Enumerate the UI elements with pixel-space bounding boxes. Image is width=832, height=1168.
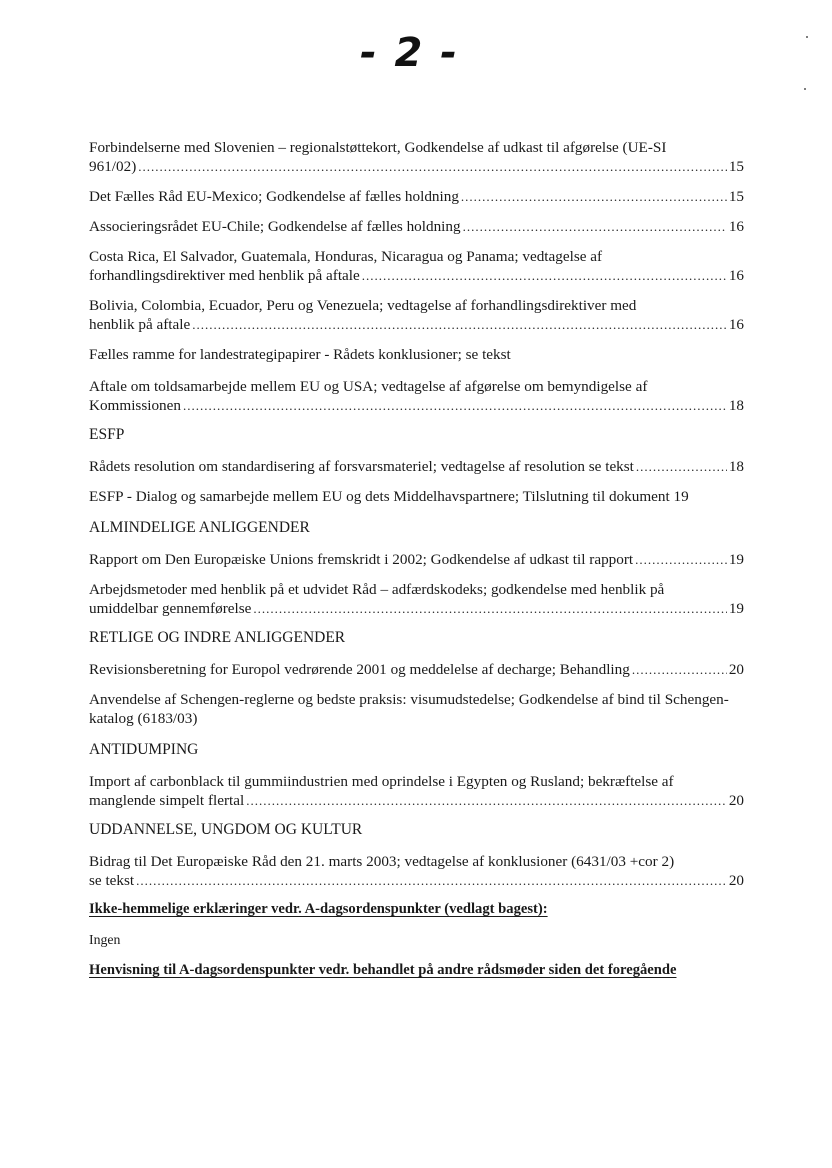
page-number: 20 <box>728 792 744 809</box>
dot-leader <box>636 457 727 476</box>
dot-leader <box>362 266 727 285</box>
toc-entry <box>89 296 744 334</box>
toc-entry-line <box>89 599 744 618</box>
dot-leader <box>246 791 727 810</box>
page-number: 18 <box>728 397 744 414</box>
toc-entry <box>89 457 744 476</box>
section-heading: ALMINDELIGE ANLIGGENDER <box>89 519 310 536</box>
toc-entry-text: Forbindelserne med Slovenien – regionalstøttekort, Godkendelse af udkast til afgørelse (UE-SI <box>89 139 667 156</box>
dot-leader <box>136 871 727 890</box>
toc-entry <box>89 660 744 679</box>
page-number: 16 <box>728 267 744 284</box>
toc-entry <box>89 580 744 618</box>
toc-entry-line <box>89 217 744 236</box>
toc-entry-text: Bolivia, Colombia, Ecuador, Peru og Venezuela; vedtagelse af forhandlingsdirektiver med <box>89 297 637 314</box>
bold-heading: Henvisning til A-dagsordenspunkter vedr. behandlet på andre rådsmøder siden det foregående <box>89 962 677 978</box>
dot-leader <box>253 599 726 618</box>
page-number: 16 <box>728 218 744 235</box>
toc-entry-text: Anvendelse af Schengen-reglerne og bedste praksis: visumudstedelse; Godkendelse af bind til Schengen- katalog (6183/03) <box>89 691 729 727</box>
scan-speck <box>804 88 806 90</box>
toc-entry-text: umiddelbar gennemførelse <box>89 600 252 617</box>
dot-leader <box>192 315 727 334</box>
section-heading: UDDANNELSE, UNGDOM OG KULTUR <box>89 821 363 838</box>
toc-entry-line <box>89 550 744 569</box>
page-number: 16 <box>728 316 744 333</box>
toc-entry-line <box>89 791 744 810</box>
toc-entry-text: Rapport om Den Europæiske Unions fremskridt i 2002; Godkendelse af udkast til rapport <box>89 551 634 568</box>
toc-entry <box>89 377 744 415</box>
page-number: 19 <box>728 600 744 617</box>
toc-entry <box>89 138 744 176</box>
toc-entry <box>89 772 744 810</box>
toc-entry-text: Revisionsberetning for Europol vedrørende 2001 og meddelelse af decharge; Behandling <box>89 661 630 678</box>
toc-entry-text: Det Fælles Råd EU-Mexico; Godkendelse af fælles holdning <box>89 188 459 205</box>
toc-entry <box>89 247 744 285</box>
toc-entry <box>89 852 744 890</box>
table-of-contents <box>89 138 744 993</box>
toc-entry-text: se tekst <box>89 872 135 889</box>
page-number: 15 <box>728 158 744 175</box>
dot-leader <box>635 550 727 569</box>
section-heading: RETLIGE OG INDRE ANLIGGENDER <box>89 629 346 646</box>
toc-entry-line <box>89 315 744 334</box>
toc-entry-line <box>89 457 744 476</box>
page-number: 18 <box>728 458 744 475</box>
dot-leader <box>461 187 727 206</box>
toc-entry-line <box>89 187 744 206</box>
toc-entry-text: forhandlingsdirektiver med henblik på aftale <box>89 267 360 284</box>
page-marker: - 2 - <box>360 30 459 76</box>
section-heading: ESFP <box>89 426 125 443</box>
page-number: 19 <box>728 551 744 568</box>
toc-entry-text: Kommissionen <box>89 397 181 414</box>
toc-entry-text: ESFP - Dialog og samarbejde mellem EU og dets Middelhavspartnere; Tilslutning til dokument 19 <box>89 488 689 505</box>
page-number: 20 <box>728 872 744 889</box>
toc-entry-text: henblik på aftale <box>89 316 191 333</box>
toc-entry-line <box>89 266 744 285</box>
toc-entry-text: Fælles ramme for landestrategipapirer - Rådets konklusioner; se tekst <box>89 346 511 363</box>
dot-leader <box>138 157 727 176</box>
toc-entry-line <box>89 660 744 679</box>
section-heading: ANTIDUMPING <box>89 741 199 758</box>
toc-entry <box>89 217 744 236</box>
toc-entry-text: Bidrag til Det Europæiske Råd den 21. marts 2003; vedtagelse af konklusioner (6431/03 +cor 2) <box>89 853 675 870</box>
toc-entry <box>89 187 744 206</box>
toc-entry-line <box>89 157 744 176</box>
dot-leader <box>632 660 727 679</box>
toc-entry-text: Aftale om toldsamarbejde mellem EU og USA; vedtagelse af afgørelse om bemyndigelse af <box>89 378 648 395</box>
note-text: Ingen <box>89 932 121 947</box>
toc-entry-text: Associeringsrådet EU-Chile; Godkendelse af fælles holdning <box>89 218 461 235</box>
toc-entry-text: 961/02) <box>89 158 137 175</box>
toc-entry-text: Rådets resolution om standardisering af forsvarsmateriel; vedtagelse af resolution se tekst <box>89 458 634 475</box>
scan-speck <box>806 36 808 38</box>
bold-heading: Ikke-hemmelige erklæringer vedr. A-dagsordenspunkter (vedlagt bagest): <box>89 901 548 917</box>
dot-leader <box>463 217 727 236</box>
toc-entry-line <box>89 396 744 415</box>
page-number: 15 <box>728 188 744 205</box>
toc-entry <box>89 550 744 569</box>
dot-leader <box>183 396 727 415</box>
toc-entry-text: Costa Rica, El Salvador, Guatemala, Honduras, Nicaragua og Panama; vedtagelse af <box>89 248 603 265</box>
toc-entry-line <box>89 871 744 890</box>
toc-entry-text: Import af carbonblack til gummiindustrien med oprindelse i Egypten og Rusland; bekræftelse af <box>89 773 674 790</box>
toc-entry-text: manglende simpelt flertal <box>89 792 245 809</box>
page-number: 20 <box>728 661 744 678</box>
toc-entry-text: Arbejdsmetoder med henblik på et udvidet Råd – adfærdskodeks; godkendelse med henblik på <box>89 581 665 598</box>
